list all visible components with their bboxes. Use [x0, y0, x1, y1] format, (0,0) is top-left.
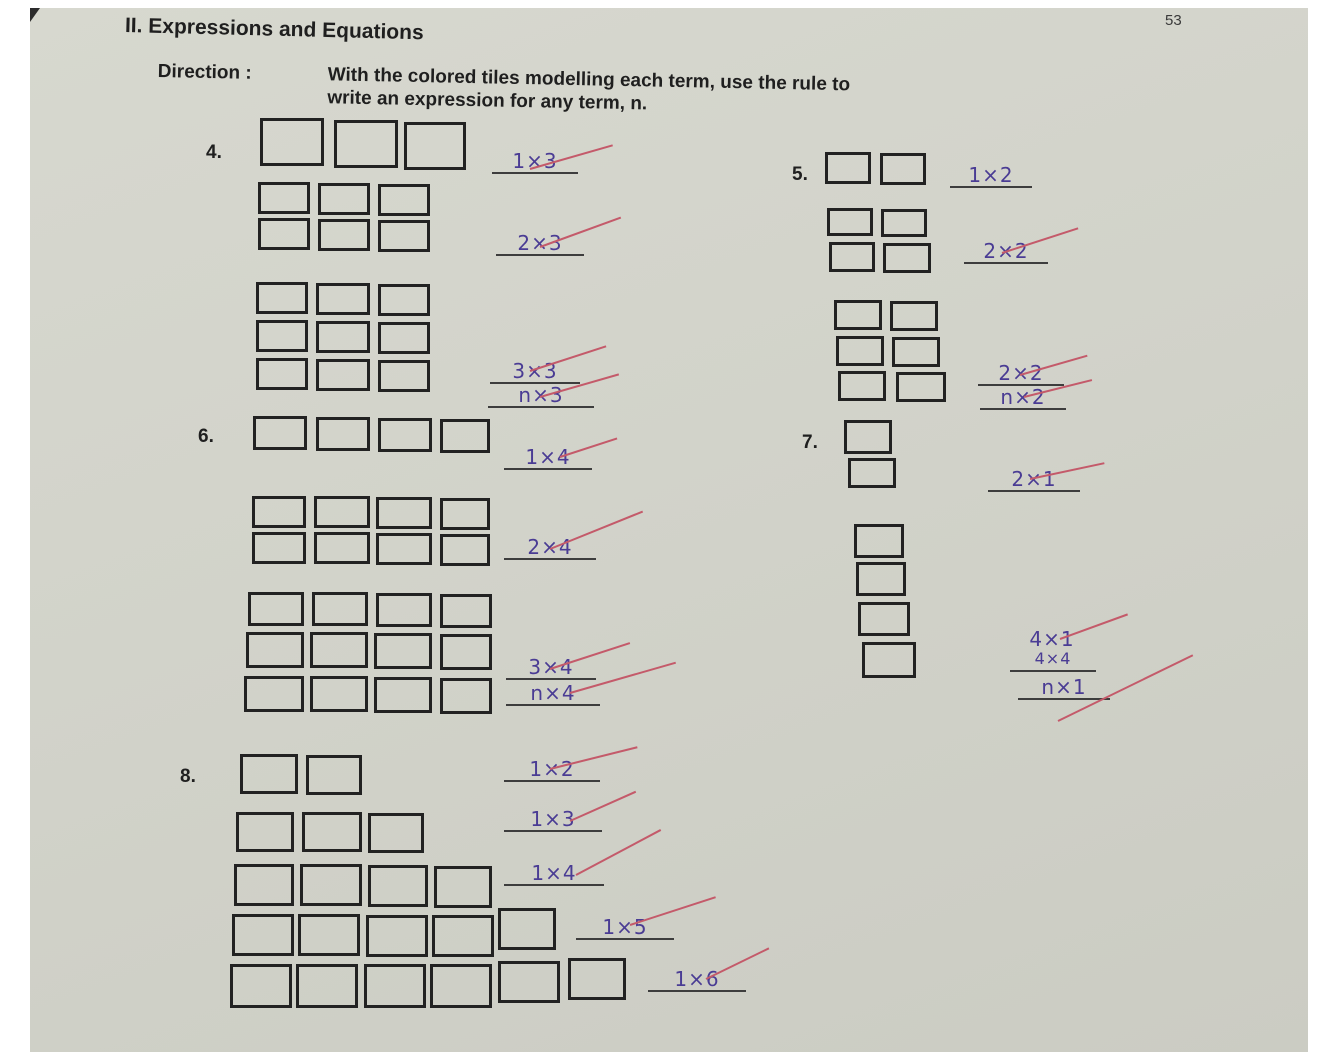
tile	[890, 301, 938, 331]
tile	[232, 914, 294, 956]
tile	[253, 416, 307, 450]
tile	[368, 865, 428, 907]
tile	[838, 371, 886, 401]
problem-5-answer-term-n: n×2	[980, 386, 1066, 410]
tile	[316, 417, 370, 451]
tile	[244, 676, 304, 712]
tile	[240, 754, 298, 794]
problem-6-answer-term-2: 2×4	[504, 536, 596, 560]
tile	[258, 182, 310, 214]
tile	[236, 812, 294, 852]
tile	[310, 632, 368, 668]
tile	[376, 593, 432, 627]
tile	[440, 498, 490, 530]
page-corner-fold	[30, 8, 40, 22]
tile	[252, 532, 306, 564]
tile	[378, 284, 430, 316]
tile	[827, 208, 873, 236]
tile	[834, 300, 882, 330]
tile	[364, 964, 426, 1008]
tile	[314, 532, 370, 564]
tile	[234, 864, 294, 906]
tile	[848, 458, 896, 488]
tile	[302, 812, 362, 852]
problem-5-answer-term-2: 2×2	[964, 240, 1048, 264]
tile	[246, 632, 304, 668]
tile	[298, 914, 360, 956]
tile	[825, 152, 871, 184]
tile	[896, 372, 946, 402]
direction-label: Direction :	[157, 60, 252, 84]
tile	[430, 964, 492, 1008]
problem-7-answer-term-1: 2×1	[988, 468, 1080, 492]
tile	[892, 337, 940, 367]
tile	[856, 562, 906, 596]
section-title: II. Expressions and Equations	[124, 14, 424, 45]
problem-8-answer-term-5: 1×6	[648, 968, 746, 992]
tile	[880, 153, 926, 185]
problem-7-answer-term-n: n×1	[1018, 676, 1110, 700]
tile	[334, 120, 398, 168]
problem-8-answer-term-1: 1×2	[504, 758, 600, 782]
problem-4-number: 4.	[206, 142, 222, 163]
tile	[256, 358, 308, 390]
worksheet-page	[30, 8, 1308, 1052]
problem-8-answer-term-3: 1×4	[504, 862, 604, 886]
problem-4-answer-term-3: 3×3	[490, 360, 580, 384]
tile	[376, 533, 432, 565]
tile	[374, 677, 432, 713]
tile	[568, 958, 626, 1000]
tile	[318, 183, 370, 215]
problem-8-answer-term-4: 1×5	[576, 916, 674, 940]
check-mark	[570, 791, 637, 822]
tile	[378, 322, 430, 354]
tile	[378, 418, 432, 452]
tile	[300, 864, 362, 906]
tile	[296, 964, 358, 1008]
tile	[404, 122, 466, 170]
problem-5-answer-term-3: 2×2	[978, 362, 1064, 386]
direction-text	[157, 60, 1168, 125]
problem-4-answer-term-2: 2×3	[496, 232, 584, 256]
tile	[858, 602, 910, 636]
check-mark	[550, 511, 643, 550]
problem-5-answer-term-1: 1×2	[950, 164, 1032, 188]
tile	[378, 220, 430, 252]
tile	[836, 336, 884, 366]
problem-7-number: 7.	[802, 432, 818, 453]
page-number: 53	[1165, 12, 1182, 29]
problem-5-number: 5.	[792, 164, 808, 185]
tile	[316, 321, 370, 353]
tile	[881, 209, 927, 237]
problem-7-answer-term-3: 4×4	[1010, 648, 1096, 672]
tile	[440, 594, 492, 628]
problem-6-answer-term-3: 3×4	[506, 656, 596, 680]
tile	[378, 184, 430, 216]
problem-6-answer-term-n: n×4	[506, 682, 600, 706]
tile	[440, 634, 492, 670]
tile	[310, 676, 368, 712]
tile	[260, 118, 324, 166]
tile	[318, 219, 370, 251]
tile	[434, 866, 492, 908]
tile	[312, 592, 368, 626]
tile	[883, 243, 931, 273]
tile	[306, 755, 362, 795]
tile	[230, 964, 292, 1008]
problem-7-answer-term-2: 4×1	[1029, 627, 1075, 651]
tile	[374, 633, 432, 669]
tile	[314, 496, 370, 528]
tile	[378, 360, 430, 392]
tile	[376, 497, 432, 529]
tile	[248, 592, 304, 626]
tile	[252, 496, 306, 528]
problem-4-answer-term-1: 1×3	[492, 150, 578, 174]
tile	[844, 420, 892, 454]
tile	[316, 359, 370, 391]
tile	[498, 908, 556, 950]
problem-6-number: 6.	[198, 426, 214, 447]
tile	[829, 242, 875, 272]
tile	[258, 218, 310, 250]
tile	[368, 813, 424, 853]
tile	[854, 524, 904, 558]
check-mark	[576, 829, 662, 876]
tile	[440, 678, 492, 714]
tile	[440, 419, 490, 453]
direction-line-2: write an expression for any term, n.	[327, 87, 648, 115]
tile	[862, 642, 916, 678]
direction-line-1: With the colored tiles modelling each term, use the rule to	[327, 64, 851, 96]
tile	[498, 961, 560, 1003]
tile	[256, 282, 308, 314]
tile	[256, 320, 308, 352]
problem-8-answer-term-2: 1×3	[504, 808, 602, 832]
tile	[432, 915, 494, 957]
problem-8-number: 8.	[180, 766, 196, 787]
problem-6-answer-term-1: 1×4	[504, 446, 592, 470]
tile	[440, 534, 490, 566]
problem-4-answer-term-n: n×3	[488, 384, 594, 408]
tile	[366, 915, 428, 957]
tile	[316, 283, 370, 315]
